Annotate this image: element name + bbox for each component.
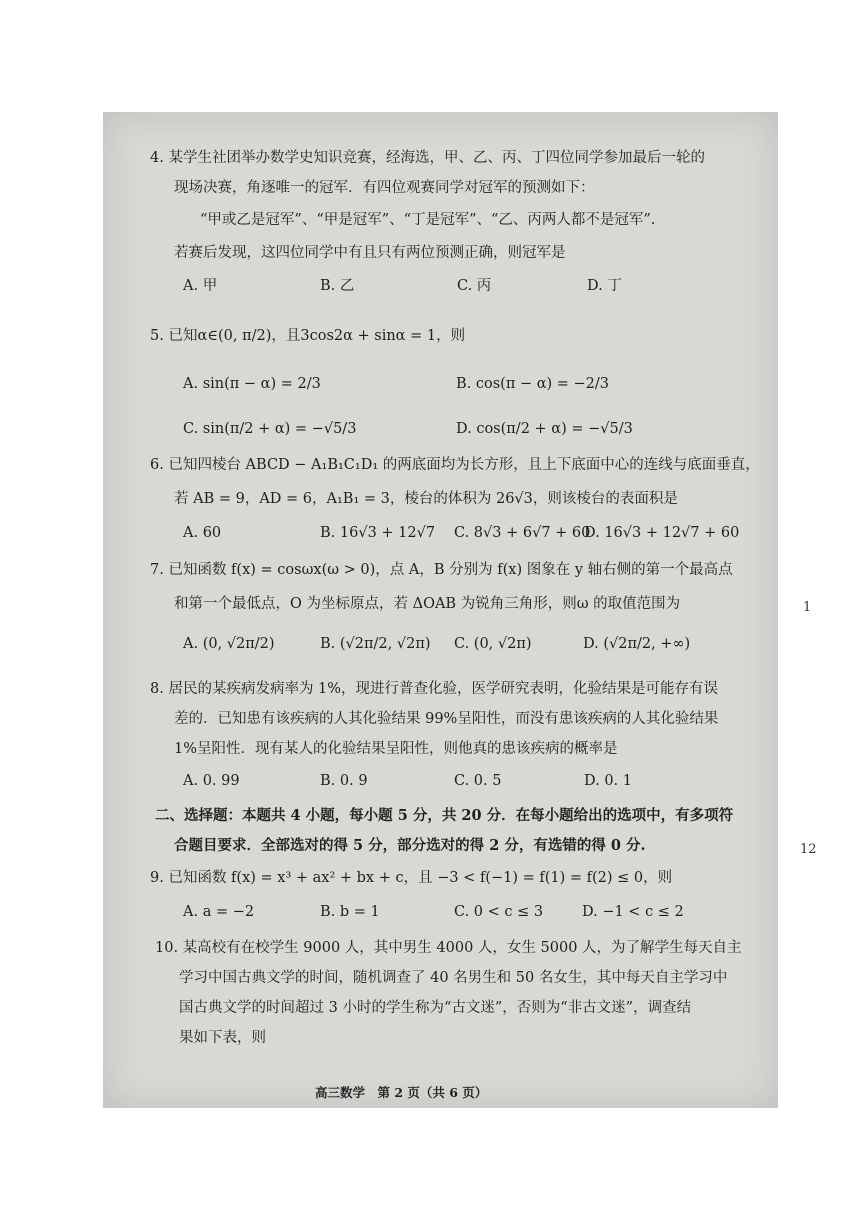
q7-line-1: 7. 已知函数 f(x) = cosωx(ω > 0)，点 A，B 分别为 f(x) 图象在 y 轴右侧的第一个最高点 xyxy=(150,562,733,578)
q9-option-d: D. −1 < c ≤ 2 xyxy=(582,904,684,920)
q4-line-1: 4. 某学生社团举办数学史知识竞赛，经海选，甲、乙、丙、丁四位同学参加最后一轮的 xyxy=(150,150,705,166)
q7-option-d: D. (√2π/2, +∞) xyxy=(583,636,691,652)
q5-stem: 5. 已知α∈(0, π/2)，且3cos2α + sinα = 1，则 xyxy=(150,328,466,344)
edge-mark-2: 12 xyxy=(800,842,817,857)
section-2-heading-line-2: 合题目要求．全部选对的得 5 分，部分选对的得 2 分，有选错的得 0 分. xyxy=(174,837,646,854)
edge-mark-1: 1 xyxy=(803,600,812,615)
q4-line-2: 现场决赛，角逐唯一的冠军．有四位观赛同学对冠军的预测如下： xyxy=(174,180,595,196)
q10-line-3: 国古典文学的时间超过 3 小时的学生称为“古文迷”，否则为“非古文迷”，调查结 xyxy=(179,1000,692,1016)
q4-option-d: D. 丁 xyxy=(587,278,622,294)
q7-option-c: C. (0, √2π) xyxy=(454,636,532,652)
q6-line-1: 6. 已知四棱台 ABCD − A₁B₁C₁D₁ 的两底面均为长方形，且上下底面中心的连线与底面垂直， xyxy=(150,457,760,473)
q8-option-d: D. 0. 1 xyxy=(584,773,632,789)
q8-option-a: A. 0. 99 xyxy=(183,773,240,789)
q5-option-c: C. sin(π/2 + α) = −√5/3 xyxy=(183,421,357,437)
q4-option-a: A. 甲 xyxy=(183,278,218,294)
q5-option-b: B. cos(π − α) = −2/3 xyxy=(456,376,610,392)
q10-line-2: 学习中国古典文学的时间，随机调查了 40 名男生和 50 名女生，其中每天自主学习中 xyxy=(179,970,728,986)
q6-option-c: C. 8√3 + 6√7 + 60 xyxy=(454,525,591,541)
q6-option-d: D. 16√3 + 12√7 + 60 xyxy=(584,525,740,541)
q7-option-a: A. (0, √2π/2) xyxy=(183,636,275,652)
q8-line-2: 差的．已知患有该疾病的人其化验结果 99%呈阳性，而没有患该疾病的人其化验结果 xyxy=(174,711,719,727)
q9-option-a: A. a = −2 xyxy=(183,904,255,920)
q8-line-1: 8. 居民的某疾病发病率为 1%，现进行普查化验，医学研究表明，化验结果是可能存有误 xyxy=(150,681,719,697)
q8-option-b: B. 0. 9 xyxy=(320,773,368,789)
q10-line-1: 10. 某高校有在校学生 9000 人，其中男生 4000 人，女生 5000 人，为了解学生每天自主 xyxy=(155,940,742,956)
q4-line-3: “甲或乙是冠军”、“甲是冠军”、“丁是冠军”、“乙、丙两人都不是冠军”. xyxy=(200,212,656,228)
q7-option-b: B. (√2π/2, √2π) xyxy=(320,636,431,652)
q9-stem: 9. 已知函数 f(x) = x³ + ax² + bx + c，且 −3 < f(−1) = f(1) = f(2) ≤ 0，则 xyxy=(150,870,673,886)
section-2-heading-line-1: 二、选择题：本题共 4 小题，每小题 5 分，共 20 分．在每小题给出的选项中，有多项符 xyxy=(155,807,734,824)
q5-option-d: D. cos(π/2 + α) = −√5/3 xyxy=(456,421,633,437)
q4-line-4: 若赛后发现，这四位同学中有且只有两位预测正确，则冠军是 xyxy=(174,245,566,261)
q8-option-c: C. 0. 5 xyxy=(454,773,502,789)
q8-line-3: 1%呈阳性．现有某人的化验结果呈阳性，则他真的患该疾病的概率是 xyxy=(174,741,618,757)
q6-option-b: B. 16√3 + 12√7 xyxy=(320,525,436,541)
exam-page xyxy=(103,112,778,1108)
q7-line-2: 和第一个最低点，O 为坐标原点，若 ΔOAB 为锐角三角形，则ω 的取值范围为 xyxy=(174,596,681,612)
q6-option-a: A. 60 xyxy=(183,525,222,541)
q6-line-2: 若 AB = 9，AD = 6，A₁B₁ = 3，棱台的体积为 26√3，则该棱台的表面积是 xyxy=(174,491,678,507)
page-footer: 高三数学 第 2 页（共 6 页） xyxy=(315,1085,488,1100)
q4-option-c: C. 丙 xyxy=(457,278,492,294)
q4-option-b: B. 乙 xyxy=(320,278,355,294)
q9-option-b: B. b = 1 xyxy=(320,904,380,920)
q5-option-a: A. sin(π − α) = 2/3 xyxy=(183,376,321,392)
q9-option-c: C. 0 < c ≤ 3 xyxy=(454,904,544,920)
q10-line-4: 果如下表，则 xyxy=(179,1030,266,1046)
